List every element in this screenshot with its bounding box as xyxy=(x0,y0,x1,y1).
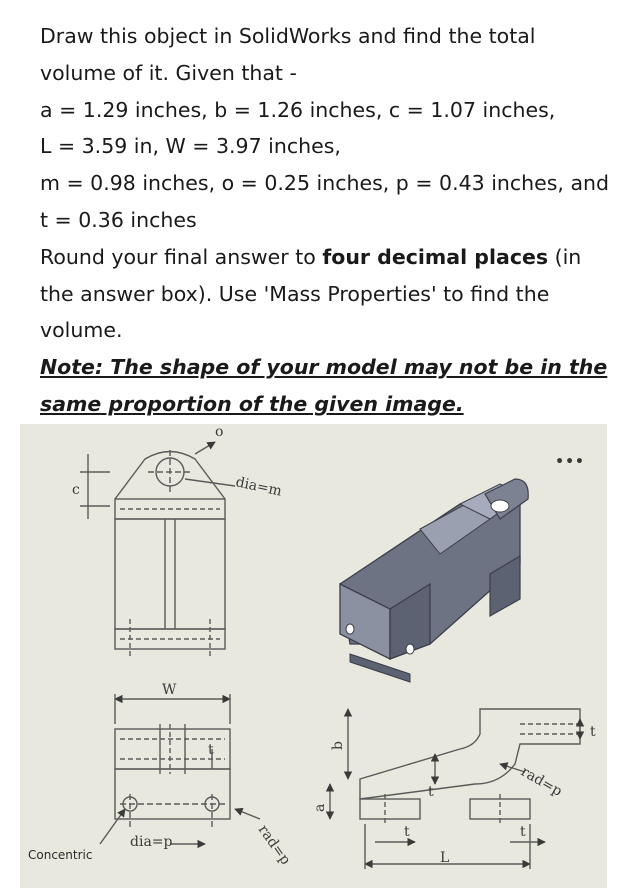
label-b: b xyxy=(330,741,346,750)
more-options-icon[interactable]: ••• xyxy=(555,454,585,470)
instruction-line: the answer box). Use 'Mass Properties' to find the xyxy=(40,281,550,306)
note-line: Note: The shape of your model may not be in the xyxy=(40,355,608,380)
question-text xyxy=(40,18,620,423)
question-line: Draw this object in SolidWorks and find the total xyxy=(40,24,536,48)
engineering-drawing xyxy=(20,424,607,888)
label-t-side-1: t xyxy=(590,724,596,740)
given-values-line: m = 0.98 inches, o = 0.25 inches, p = 0.43 inches, and xyxy=(40,171,610,196)
given-values-line: a = 1.29 inches, b = 1.26 inches, c = 1.07 inches, xyxy=(40,97,556,122)
note-line: same proportion of the given image. xyxy=(40,391,464,416)
label-L: L xyxy=(440,850,450,866)
label-a: a xyxy=(312,803,328,812)
drawing-canvas xyxy=(20,424,607,888)
question-line: volume of it. Given that - xyxy=(40,60,297,85)
emphasis-text: four decimal places xyxy=(322,244,549,269)
label-W: W xyxy=(162,682,177,698)
label-t-side-2: t xyxy=(428,784,434,800)
isometric-view xyxy=(340,479,528,682)
given-values-line: L = 3.59 in, W = 3.97 inches, xyxy=(40,134,341,159)
instruction-line: Round your final answer to four decimal places (in xyxy=(40,244,582,269)
label-rad-p-side: rad=p xyxy=(518,763,565,800)
label-o: o xyxy=(215,424,224,440)
label-dia-m: dia=m xyxy=(234,474,284,500)
label-c: c xyxy=(72,482,80,498)
given-values-line: t = 0.36 inches xyxy=(40,207,197,232)
label-dia-p: dia=p xyxy=(130,834,173,850)
front-view-body xyxy=(115,519,225,629)
label-concentric: Concentric xyxy=(28,848,93,862)
label-rad-p-top: rad=p xyxy=(254,822,294,868)
label-t-side-3: t xyxy=(404,824,410,840)
label-t-side-4: t xyxy=(520,824,526,840)
label-t-top: t xyxy=(208,742,214,758)
instruction-line: volume. xyxy=(40,318,123,343)
